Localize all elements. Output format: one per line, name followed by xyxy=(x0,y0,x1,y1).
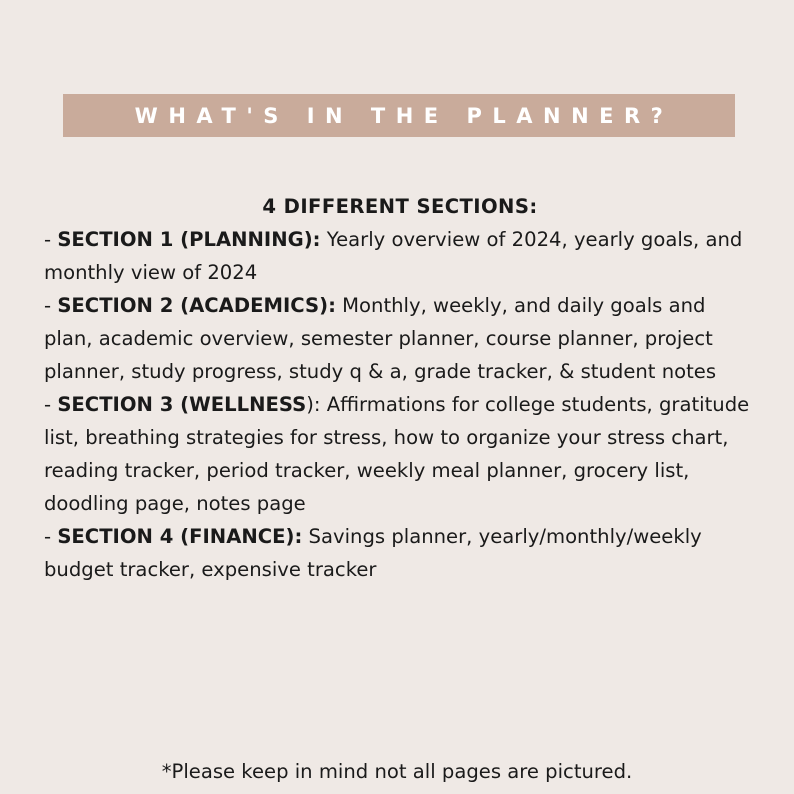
section-dash: - xyxy=(44,228,58,251)
section-planning xyxy=(44,223,756,289)
footnote: *Please keep in mind not all pages are pictured. xyxy=(161,760,633,783)
section-description: Savings planner, yearly/monthly/weekly budget tracker, expensive tracker xyxy=(44,525,702,581)
section-description: Yearly overview of 2024, yearly goals, and monthly view of 2024 xyxy=(44,228,743,284)
section-finance xyxy=(44,520,756,586)
section-label: SECTION 2 (ACADEMICS): xyxy=(57,294,336,317)
banner-title: WHAT'S IN THE PLANNER? xyxy=(134,103,674,128)
section-academics xyxy=(44,289,756,388)
sections-content xyxy=(44,190,756,586)
section-description: ): Affirmations for college students, gratitude list, breathing strategies for stress, how to organize your stress chart, reading tracker, period tracker, weekly meal planner, grocery list, doodling page, notes page xyxy=(44,393,750,515)
title-banner xyxy=(63,94,735,137)
sections-heading: 4 DIFFERENT SECTIONS: xyxy=(262,195,538,218)
section-dash: - xyxy=(44,525,58,548)
section-label: SECTION 4 (FINANCE): xyxy=(57,525,303,548)
section-description: Monthly, weekly, and daily goals and plan, academic overview, semester planner, course planner, project planner, study progress, study q & a, grade tracker, & student notes xyxy=(44,294,717,383)
section-label: SECTION 3 (WELLNESS xyxy=(57,393,307,416)
section-dash: - xyxy=(44,294,58,317)
section-label: SECTION 1 (PLANNING): xyxy=(57,228,321,251)
section-dash: - xyxy=(44,393,58,416)
section-wellness xyxy=(44,388,756,520)
